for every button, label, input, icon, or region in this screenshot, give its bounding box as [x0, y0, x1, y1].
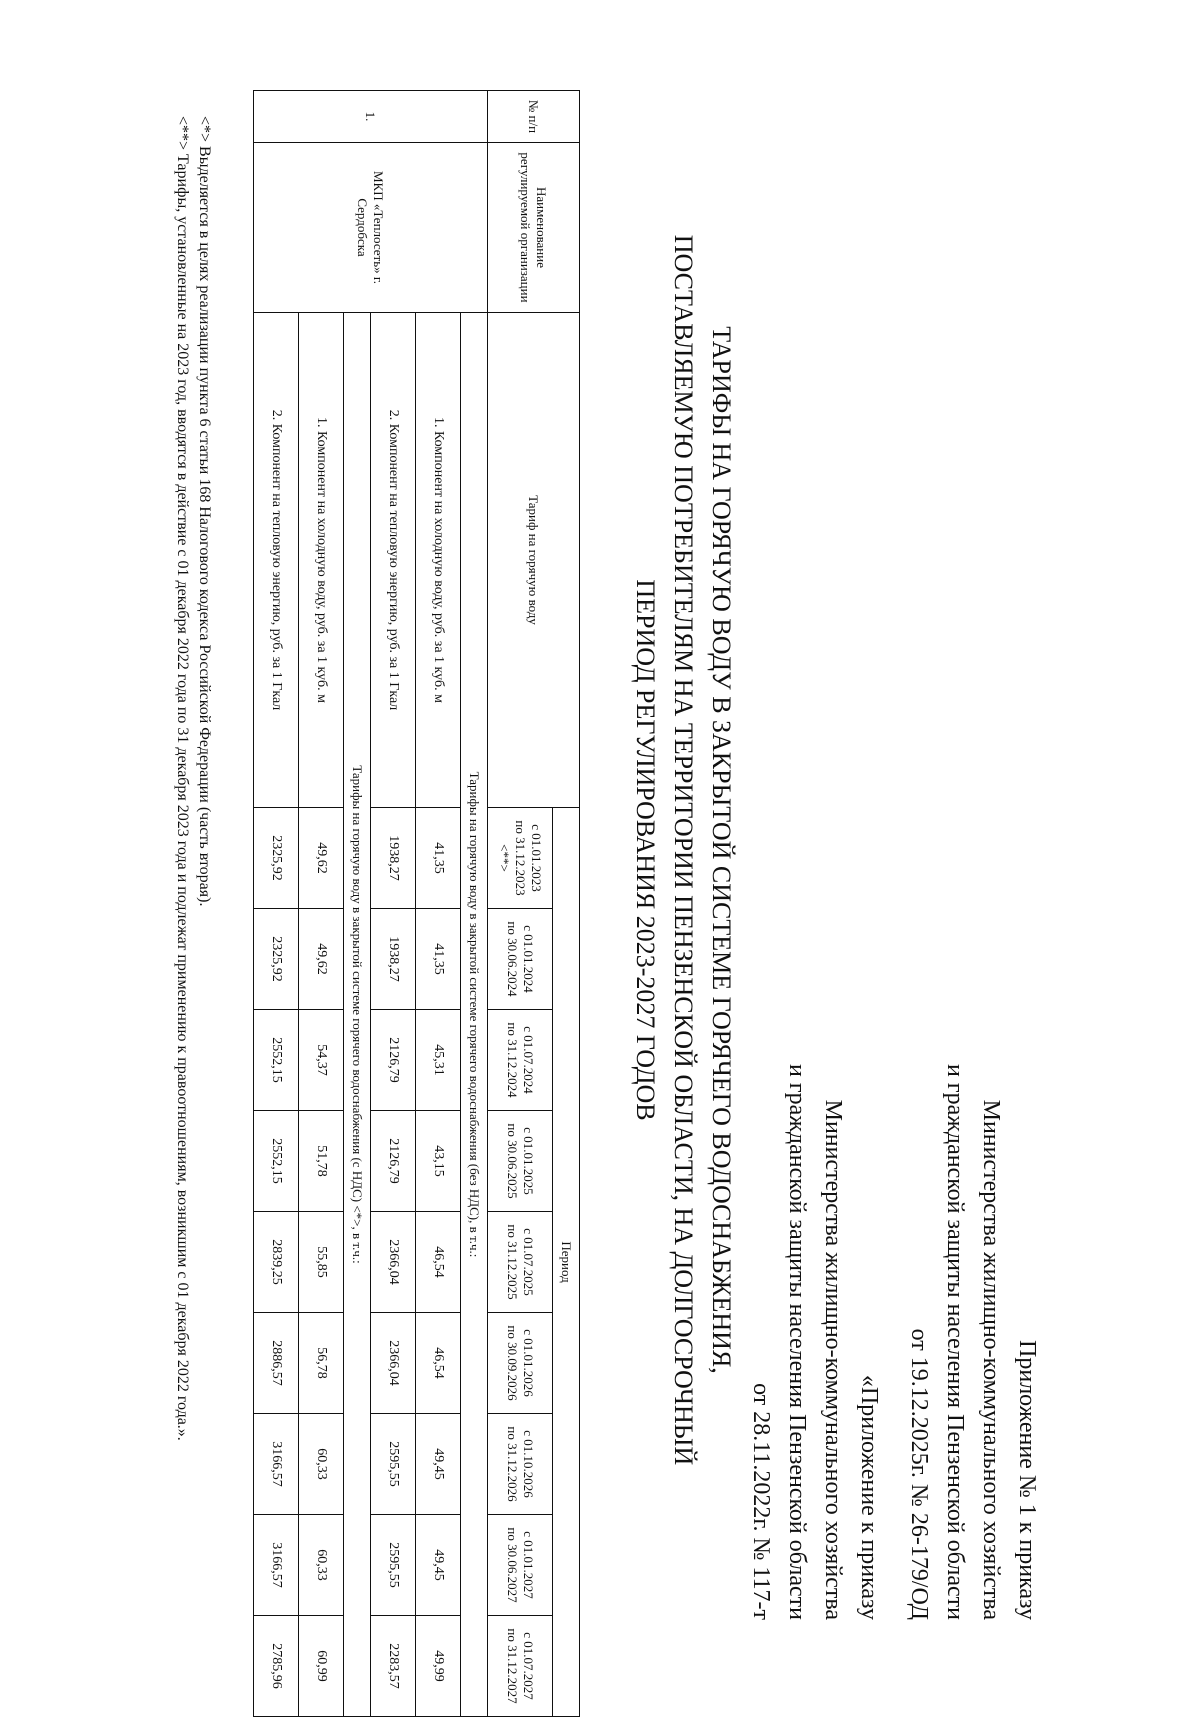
tariff-value: 49,62	[299, 909, 344, 1010]
section-label: Тарифы на горячую воду в закрытой системе горячего водоснабжения (с НДС) <*>, в т.ч.:	[344, 313, 371, 1717]
tariff-value: 49,45	[416, 1515, 461, 1616]
period-from: с 01.10.2026	[521, 1430, 536, 1498]
tariff-value: 55,85	[299, 1212, 344, 1313]
tariff-value: 41,35	[416, 808, 461, 909]
period-to: по 30.06.2025	[505, 1123, 520, 1199]
tariff-value: 46,54	[416, 1212, 461, 1313]
period-note: <**>	[497, 844, 512, 872]
tariff-value: 56,78	[299, 1313, 344, 1414]
old-appendix-line: от 28.11.2022г. № 117-т	[748, 1383, 774, 1620]
appendix-header	[743, 1000, 1045, 1620]
tariff-component-name: 2. Компонент на тепловую энергию, руб. за 1 Гкал	[254, 313, 299, 808]
tariff-value: 2325,92	[254, 909, 299, 1010]
tariff-value: 2366,04	[371, 1313, 416, 1414]
period-to: по 30.09.2026	[505, 1325, 520, 1401]
tariff-value: 46,54	[416, 1313, 461, 1414]
tariff-value: 2283,57	[371, 1616, 416, 1717]
header-tariff-name: Тариф на горячую воду	[488, 313, 580, 808]
tariff-value: 54,37	[299, 1010, 344, 1111]
tariff-value: 49,45	[416, 1414, 461, 1515]
appendix-line: и гражданской защиты населения Пензенской области	[942, 1063, 968, 1620]
tariff-value: 2126,79	[371, 1010, 416, 1111]
period-from: с 01.01.2023	[529, 824, 544, 892]
tariff-value: 2552,15	[254, 1111, 299, 1212]
row-number: 1.	[254, 91, 488, 143]
header-num: № п/п	[488, 91, 580, 143]
table-row	[416, 91, 461, 1717]
tariff-value: 60,33	[299, 1515, 344, 1616]
tariff-value: 2785,96	[254, 1616, 299, 1717]
period-to: по 31.12.2024	[505, 1022, 520, 1098]
tariff-value: 2886,57	[254, 1313, 299, 1414]
header-period: Период	[553, 808, 580, 1717]
period-header	[488, 1111, 553, 1212]
title-line: ПОСТАВЛЯЕМУЮ ПОТРЕБИТЕЛЯМ НА ТЕРРИТОРИИ ПЕНЗЕНСКОЙ ОБЛАСТИ, НА ДОЛГОСРОЧНЫЙ	[669, 234, 698, 1466]
period-header	[488, 1212, 553, 1313]
tariff-value: 3166,57	[254, 1414, 299, 1515]
period-from: с 01.01.2024	[521, 925, 536, 993]
tariff-value: 2839,25	[254, 1212, 299, 1313]
period-to: по 30.06.2027	[505, 1527, 520, 1603]
appendix-line: Министерства жилищно-коммунального хозяйства	[978, 1099, 1004, 1620]
period-to: по 31.12.2027	[505, 1628, 520, 1704]
title-line: ПЕРИОД РЕГУЛИРОВАНИЯ 2023-2027 ГОДОВ	[631, 579, 660, 1121]
tariff-value: 2552,15	[254, 1010, 299, 1111]
tariff-value: 2595,55	[371, 1414, 416, 1515]
period-header	[488, 1414, 553, 1515]
tariff-value: 51,78	[299, 1111, 344, 1212]
section-label: Тарифы на горячую воду в закрытой системе горячего водоснабжения (без НДС), в т.ч.:	[461, 313, 488, 1717]
tariff-component-name: 2. Компонент на тепловую энергию, руб. за 1 Гкал	[371, 313, 416, 808]
section-row	[344, 91, 371, 1717]
table-row	[254, 91, 299, 1717]
table-row	[299, 91, 344, 1717]
section-row	[461, 91, 488, 1717]
tariff-value: 45,31	[416, 1010, 461, 1111]
period-header	[488, 1616, 553, 1717]
tariff-value: 1938,27	[371, 808, 416, 909]
tariff-value: 1938,27	[371, 909, 416, 1010]
period-header	[488, 808, 553, 909]
old-appendix-line: «Приложение к приказу	[856, 1374, 882, 1620]
period-to: по 30.06.2024	[505, 921, 520, 997]
tariff-value: 2126,79	[371, 1111, 416, 1212]
tariff-value: 2325,92	[254, 808, 299, 909]
period-from: с 01.01.2027	[521, 1531, 536, 1599]
tariff-value: 60,33	[299, 1414, 344, 1515]
period-from: с 01.07.2024	[521, 1026, 536, 1094]
old-appendix-line: Министерства жилищно-коммунального хозяйства	[820, 1099, 846, 1620]
period-from: с 01.01.2025	[521, 1127, 536, 1195]
tariff-value: 43,15	[416, 1111, 461, 1212]
period-from: с 01.07.2027	[521, 1632, 536, 1700]
tariff-value: 49,99	[416, 1616, 461, 1717]
tariff-component-name: 1. Компонент на холодную воду, руб. за 1 куб. м	[416, 313, 461, 808]
period-to: по 31.12.2025	[505, 1224, 520, 1300]
period-to: по 31.12.2023	[513, 820, 528, 896]
header-org: Наименование регулируемой организации	[488, 143, 580, 313]
period-from: с 01.01.2026	[521, 1329, 536, 1397]
title-line: ТАРИФЫ НА ГОРЯЧУЮ ВОДУ В ЗАКРЫТОЙ СИСТЕМЕ ГОРЯЧЕГО ВОДОСНАБЖЕНИЯ,	[707, 326, 736, 1374]
tariff-value: 2366,04	[371, 1212, 416, 1313]
tariff-value: 3166,57	[254, 1515, 299, 1616]
old-appendix-line: и гражданской защиты населения Пензенской области	[784, 1063, 810, 1620]
period-header	[488, 909, 553, 1010]
footnotes	[171, 90, 215, 1620]
tariff-value: 60,99	[299, 1616, 344, 1717]
organization-name: МКП «Теплосеть» г. Сердобска	[254, 143, 488, 313]
appendix-line: Приложение № 1 к приказу	[1014, 1340, 1040, 1620]
period-header	[488, 1313, 553, 1414]
tariff-table	[253, 90, 580, 1717]
tariff-value: 41,35	[416, 909, 461, 1010]
period-header	[488, 1010, 553, 1111]
table-row	[371, 91, 416, 1717]
tariff-value: 49,62	[299, 808, 344, 909]
period-header	[488, 1515, 553, 1616]
tariff-component-name: 1. Компонент на холодную воду, руб. за 1 куб. м	[299, 313, 344, 808]
period-to: по 31.12.2026	[505, 1426, 520, 1502]
period-from: с 01.07.2025	[521, 1228, 536, 1296]
tariff-value: 2595,55	[371, 1515, 416, 1616]
footnote-2023: <**> Тарифы, установленные на 2023 год, вводятся в действие с 01 декабря 2022 года по 31 декабря 2023 года и подлежат применению к правоотношениям, возникшим с 01 декабря 2022 года.».	[174, 116, 191, 1441]
appendix-line: от 19.12.2025г. № 26-179/ОД	[906, 1328, 932, 1620]
document-title	[626, 110, 740, 1590]
footnote-vat: <*> Выделяется в целях реализации пункта 6 статьи 168 Налогового кодекса Российской Федерации (часть вторая).	[196, 116, 213, 907]
